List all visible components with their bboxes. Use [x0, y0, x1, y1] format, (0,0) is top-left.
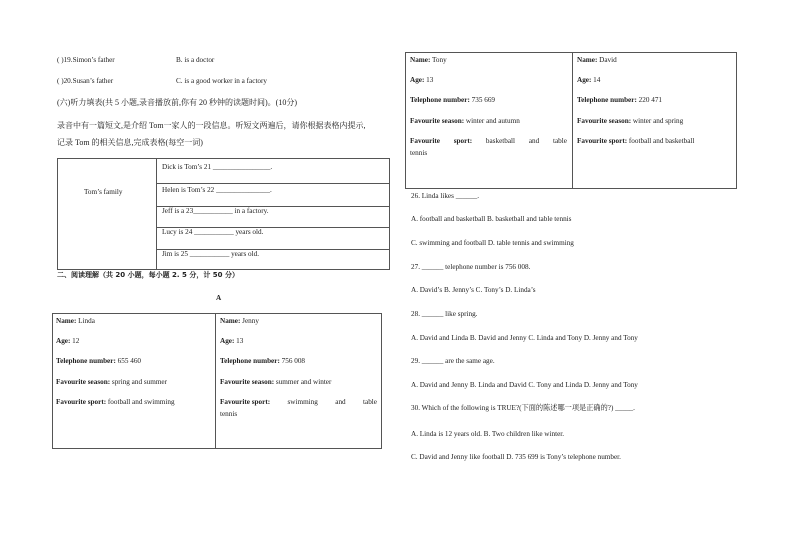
section6-instruction-2: 记录 Tom 的相关信息,完成表格(每空一词) — [57, 138, 203, 147]
tony-season-label: Favourite season: — [410, 116, 465, 125]
q19-text: ( )19.Simon’s father — [57, 56, 115, 64]
question-27: 27. ______ telephone number is 756 008. — [411, 263, 531, 271]
david-age-label: Age: — [577, 76, 592, 85]
david-sport-label: Favourite sport: — [577, 136, 628, 145]
question-30-options-cd: C. David and Jenny like football D. 735 699 is Tony’s telephone number. — [411, 453, 621, 461]
jenny-age-label: Age: — [220, 337, 235, 346]
tony-sport-label: Favourite — [410, 136, 440, 145]
tony-sport-word: table — [552, 136, 567, 145]
jenny-season-label: Favourite season: — [220, 377, 275, 386]
section6-instruction-1: 录音中有一篇短文,是介绍 Tom一家人的一段信息。听短文两遍后，请你根据表格内提示, — [57, 121, 366, 130]
linda-name: Linda — [78, 317, 95, 325]
card-linda — [56, 317, 211, 418]
tony-name: Tony — [432, 56, 447, 64]
linda-tel: 655 460 — [117, 357, 141, 366]
card-table-b-divider — [572, 52, 573, 189]
linda-age-label: Age: — [56, 337, 71, 346]
tony-sport-label-2: sport: — [453, 136, 473, 145]
linda-season: spring and summer — [111, 377, 168, 386]
family-row-21: Dick is Tom’s 21 ________________. — [162, 163, 273, 171]
q19-answer: B. is a doctor — [176, 56, 215, 64]
tony-sport-word: and — [528, 136, 540, 145]
tony-tel: 735 669 — [471, 96, 495, 105]
question-26-options-cd: C. swimming and football D. table tennis and swimming — [411, 239, 574, 247]
question-27-options: A. David’s B. Jenny’s C. Tony’s D. Linda’s — [411, 286, 536, 294]
family-row-23: Jeff is a 23___________ in a factory. — [162, 207, 269, 215]
family-row-25: Jim is 25 ___________ years old. — [162, 250, 260, 258]
tony-sport-continued: tennis — [410, 148, 428, 157]
david-sport: football and basketball — [628, 136, 695, 145]
linda-sport: football and swimming — [107, 397, 175, 406]
linda-age: 12 — [72, 337, 80, 346]
jenny-sport-word: and — [335, 397, 346, 406]
family-row-22: Helen is Tom’s 22 _______________. — [162, 186, 272, 194]
question-29: 29. ______ are the same age. — [411, 357, 495, 365]
card-table-a-divider — [215, 313, 216, 449]
jenny-age: 13 — [236, 337, 244, 346]
linda-season-label: Favourite season: — [56, 377, 111, 386]
question-28: 28. ______ like spring. — [411, 310, 478, 318]
jenny-tel: 756 008 — [281, 357, 305, 366]
david-age: 14 — [593, 76, 601, 85]
linda-tel-label: Telephone number: — [56, 357, 116, 366]
question-26-options-ab: A. football and basketball B. basketball and table tennis — [411, 215, 572, 223]
jenny-season: summer and winter — [275, 377, 332, 386]
tony-sport-word: basketball — [485, 136, 516, 145]
question-30: 30. Which of the following is TRUE?(下面的陈述哪一项是正确的?) _____. — [411, 404, 635, 412]
question-29-options: A. David and Jenny B. Linda and David C. Tony and Linda D. Jenny and Tony — [411, 381, 638, 389]
jenny-sport-word: swimming — [287, 397, 318, 406]
family-table-label: Tom’s family — [84, 188, 123, 196]
tony-age: 13 — [426, 76, 434, 85]
david-season-label: Favourite season: — [577, 116, 632, 125]
question-30-options-ab: A. Linda is 12 years old. B. Two children like winter. — [411, 430, 565, 438]
question-28-options: A. David and Linda B. David and Jenny C. Linda and Tony D. Jenny and Tony — [411, 334, 638, 342]
part-a-heading: A — [216, 294, 222, 302]
section6-title: (六)听力填表(共 5 小题,录音播放前,你有 20 秒钟的读题时间)。(10分) — [57, 98, 297, 107]
jenny-sport-word: table — [363, 397, 377, 406]
david-name-label: Name: — [577, 56, 598, 64]
tony-season: winter and autumn — [465, 116, 520, 125]
question-26: 26. Linda likes ______. — [411, 192, 480, 200]
jenny-tel-label: Telephone number: — [220, 357, 280, 366]
q20-text: ( )20.Susan’s father — [57, 77, 114, 85]
q20-answer: C. is a good worker in a factory — [176, 77, 268, 85]
section2-title: 二、阅读理解（共 20 小题，每小题 2. 5 分，计 50 分） — [57, 271, 239, 279]
david-tel: 220 471 — [638, 96, 662, 105]
card-tony — [410, 56, 567, 158]
family-row-24: Lucy is 24 ___________ years old. — [162, 228, 264, 236]
card-david — [577, 56, 733, 157]
linda-name-label: Name: — [56, 317, 77, 325]
david-season: winter and spring — [632, 116, 684, 125]
david-tel-label: Telephone number: — [577, 96, 637, 105]
tony-name-label: Name: — [410, 56, 431, 64]
jenny-sport-label: Favourite sport: — [220, 397, 271, 406]
family-table-rule — [156, 183, 390, 184]
linda-sport-label: Favourite sport: — [56, 397, 107, 406]
card-jenny — [220, 317, 377, 419]
jenny-name: Jenny — [242, 317, 259, 325]
jenny-name-label: Name: — [220, 317, 241, 325]
david-name: David — [599, 56, 617, 64]
jenny-sport-continued: tennis — [220, 409, 238, 418]
tony-tel-label: Telephone number: — [410, 96, 470, 105]
family-table-divider — [156, 158, 157, 270]
tony-age-label: Age: — [410, 76, 425, 85]
